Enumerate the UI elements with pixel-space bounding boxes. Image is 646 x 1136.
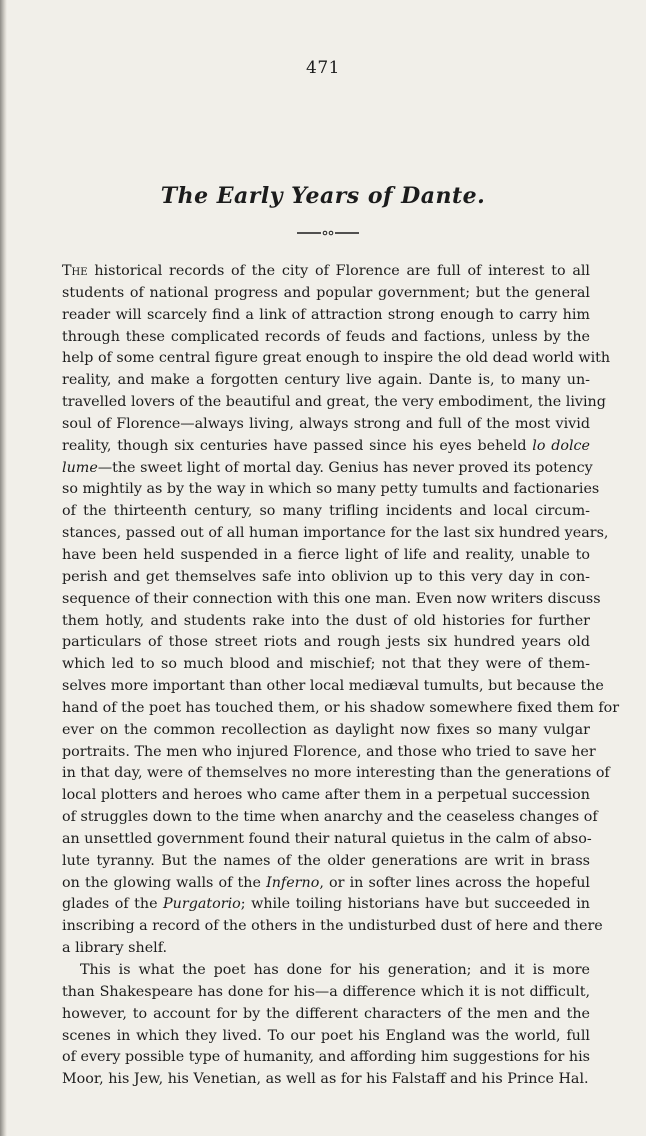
text-line: of the thirteenth century, so many trifling incidents and local circum- — [62, 503, 590, 520]
text-line: of struggles down to the time when anarchy and the ceaseless changes of — [62, 809, 598, 826]
text-line: The historical records of the city of Florence are full of interest to all — [62, 263, 590, 279]
text-line: through these complicated records of feuds and factions, unless by the — [62, 328, 590, 345]
text-line: of every possible type of humanity, and affording him suggestions for his — [62, 1049, 590, 1066]
text-line: reality, though six centuries have passed since his eyes beheld lo dolce — [62, 437, 590, 454]
text-line: have been held suspended in a fierce light of life and reality, unable to — [62, 546, 590, 563]
text-line: sequence of their connection with this one man. Even now writers discuss — [62, 590, 601, 607]
text-line: lute tyranny. But the names of the older generations are writ in brass — [62, 852, 590, 869]
body-text — [62, 261, 620, 1091]
text-line: perish and get themselves safe into oblivion up to this very day in con- — [62, 568, 590, 585]
text-line: a library shelf. — [62, 940, 168, 957]
text-line: particulars of those street riots and rough jests six hundred years old — [62, 634, 590, 651]
text-line: them hotly, and students rake into the dust of old histories for further — [62, 612, 590, 629]
text-line: soul of Florence—always living, always strong and full of the most vivid — [62, 415, 590, 432]
text-line: scenes in which they lived. To our poet his England was the world, full — [62, 1027, 590, 1044]
text-line: local plotters and heroes who came after them in a perpetual succession — [62, 787, 590, 804]
title-ornament — [297, 230, 359, 236]
text-line: students of national progress and popular government; but the general — [62, 284, 590, 301]
text-line: Moor, his Jew, his Venetian, as well as for his Falstaff and his Prince Hal. — [62, 1071, 589, 1088]
text-line: however, to account for by the different characters of the men and the — [62, 1005, 590, 1022]
text-line: in that day, were of themselves no more interesting than the generations of — [62, 765, 610, 782]
text-line: hand of the poet has touched them, or his shadow somewhere fixed them for — [62, 699, 620, 716]
text-line: lume—the sweet light of mortal day. Genius has never proved its potency — [62, 459, 593, 476]
text-line: which led to so much blood and mischief; not that they were of them- — [62, 656, 590, 673]
text-line: This is what the poet has done for his generation; and it is more — [80, 962, 590, 978]
page-number: 471 — [306, 58, 340, 78]
text-line: selves more important than other local mediæval tumults, but because the — [62, 678, 604, 695]
text-line: so mightily as by the way in which so many petty tumults and factionaries — [62, 481, 600, 498]
text-line: on the glowing walls of the Inferno, or in softer lines across the hopeful — [62, 874, 590, 891]
text-line: reader will scarcely find a link of attraction strong enough to carry him — [62, 306, 590, 323]
text-line: an unsettled government found their natural quietus in the calm of abso- — [62, 830, 592, 847]
text-line: help of some central figure great enough to inspire the old dead world with — [62, 350, 611, 367]
text-line: glades of the Purgatorio; while toiling historians have but succeeded in — [62, 896, 590, 913]
page-gutter-shadow — [0, 0, 7, 1136]
chapter-title: The Early Years of Dante. — [160, 183, 486, 209]
text-line: travelled lovers of the beautiful and great, the very embodiment, the living — [62, 394, 606, 411]
text-line: than Shakespeare has done for his—a difference which it is not difficult, — [62, 983, 590, 1000]
text-line: portraits. The men who injured Florence, and those who tried to save her — [62, 743, 596, 760]
text-line: inscribing a record of the others in the undisturbed dust of here and there — [62, 918, 603, 935]
text-line: ever on the common recollection as daylight now fixes so many vulgar — [62, 721, 590, 738]
text-line: stances, passed out of all human importance for the last six hundred years, — [62, 525, 609, 542]
text-line: reality, and make a forgotten century live again. Dante is, to many un- — [62, 372, 590, 389]
